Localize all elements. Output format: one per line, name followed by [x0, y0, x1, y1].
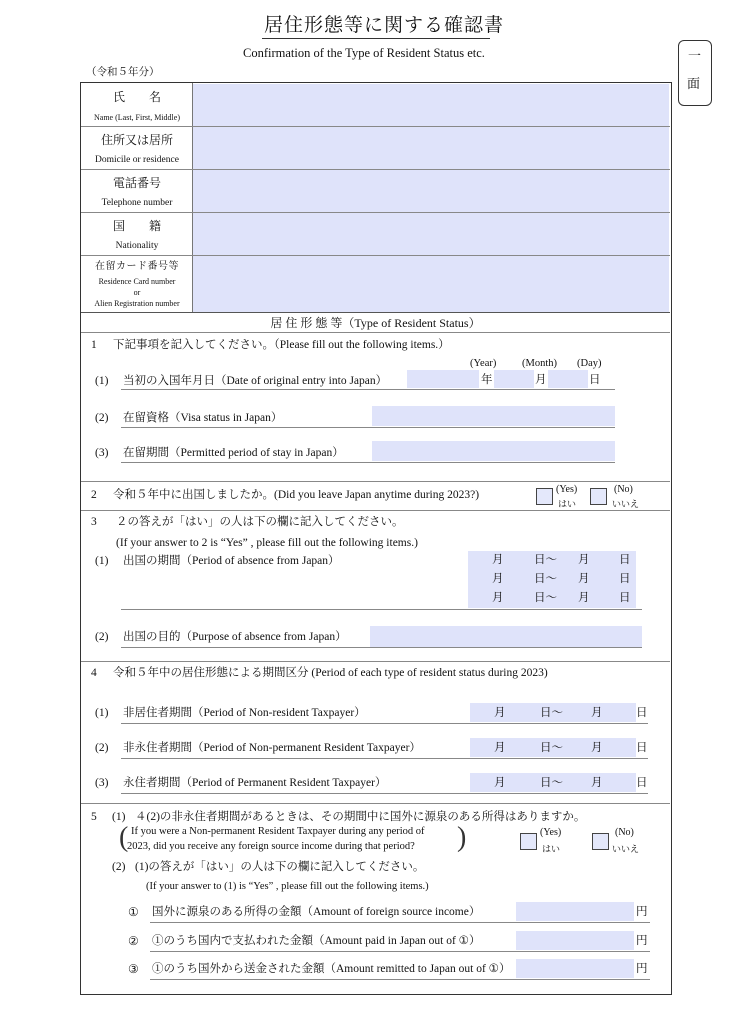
s3-item1-number: (1)	[95, 555, 109, 567]
s5-yes-checkbox[interactable]	[520, 833, 537, 850]
s3-item1-label: 出国の期間（Period of absence from Japan）	[123, 555, 340, 567]
amount-label: ①のうち国外から送金された金額（Amount remitted to Japan out of ①）	[152, 963, 511, 975]
period-day-from-unit: 日〜	[534, 592, 557, 604]
s5-number: 5	[91, 811, 97, 823]
underline	[121, 427, 615, 428]
s4-title: 令和５年中の居住形態による期間区分 (Period of each type of resident status during 2023)	[113, 667, 548, 679]
s2-no-jp: いいえ	[612, 499, 640, 509]
s3-item2-label: 出国の目的（Purpose of absence from Japan）	[123, 631, 347, 643]
underline	[150, 922, 650, 923]
period-month-to-unit: 月	[578, 592, 590, 604]
period-month-from-unit: 月	[492, 573, 504, 585]
nationality-label-en: Nationality	[115, 241, 159, 251]
s4-day-to-unit: 日	[636, 707, 648, 719]
name-field[interactable]	[193, 84, 669, 126]
s5-yes-en: (Yes)	[540, 827, 562, 838]
s5-no-jp: いいえ	[612, 844, 640, 854]
name-label-en: Name (Last, First, Middle)	[94, 113, 180, 122]
s1-number: 1	[91, 339, 97, 351]
s5-q2-jp: (1)の答えが「はい」の人は下の欄に記入してください。	[135, 861, 425, 873]
period-day-to-unit: 日	[619, 573, 631, 585]
row-line	[81, 332, 670, 333]
s3-title: ２の答えが「はい」の人は下の欄に記入してください。	[116, 516, 404, 528]
nationality-field[interactable]	[193, 213, 669, 255]
s5-q1-jp: ４(2)の非永住者期間があるときは、その期間中に国外に源泉のある所得はありますか。	[135, 811, 586, 823]
s2-number: 2	[91, 489, 97, 501]
period-month-to-unit: 月	[578, 573, 590, 585]
telephone-field[interactable]	[193, 170, 669, 212]
s4-day-from-unit: 日〜	[540, 777, 563, 789]
s4-month-from-unit: 月	[494, 742, 506, 754]
month-label: (Month)	[522, 358, 557, 369]
day-unit: 日	[589, 374, 601, 386]
s3-subtitle: (If your answer to 2 is “Yes” , please fill out the following items.)	[116, 537, 418, 549]
s2-no-en: (No)	[614, 484, 633, 495]
s2-no-checkbox[interactable]	[590, 488, 607, 505]
s4-row-label: 非居住者期間（Period of Non-resident Taxpayer）	[123, 707, 366, 719]
amount-unit: 円	[636, 935, 648, 947]
s3-item2-number: (2)	[95, 631, 109, 643]
s1-item3-number: (3)	[95, 447, 109, 459]
period-day-to-unit: 日	[619, 554, 631, 566]
form-title-jp: 居住形態等に関する確認書	[264, 15, 505, 36]
s5-q1-paren-close: )	[457, 822, 467, 853]
s1-item1-label: 当初の入国年月日（Date of original entry into Japan）	[123, 375, 388, 387]
s1-item3-label: 在留期間（Permitted period of stay in Japan）	[123, 447, 344, 459]
s1-title: 下記事項を記入してください。（Please fill out the following items.）	[113, 339, 450, 351]
phone-label-en: Telephone number	[101, 198, 173, 208]
s5-q1-en-1: If you were a Non-permanent Resident Taxpayer during any period of	[131, 826, 425, 837]
s1-item2-number: (2)	[95, 412, 109, 424]
s2-yes-jp: はい	[558, 499, 577, 509]
s4-day-from-unit: 日〜	[540, 707, 563, 719]
amount-number: ②	[128, 934, 139, 948]
underline	[121, 609, 642, 610]
s4-row-number: (1)	[95, 707, 109, 719]
status-header: 居 住 形 態 等（Type of Resident Status）	[270, 316, 481, 330]
underline	[121, 723, 648, 724]
underline	[121, 389, 615, 390]
s4-month-to-unit: 月	[591, 742, 603, 754]
domicile-field[interactable]	[193, 127, 669, 169]
amount-number: ③	[128, 962, 139, 976]
row-line	[81, 661, 670, 662]
amount-label: 国外に源泉のある所得の金額（Amount of foreign source income）	[152, 906, 481, 918]
row-line	[81, 481, 670, 482]
name-label-jp: 氏 名	[112, 90, 161, 104]
card-label-jp: 在留カード番号等	[95, 261, 179, 272]
page-mark-men: 面	[687, 76, 701, 91]
card-label-en-3: Alien Registration number	[94, 299, 180, 308]
period-month-from-unit: 月	[492, 592, 504, 604]
underline	[121, 647, 642, 648]
s4-month-from-unit: 月	[494, 707, 506, 719]
card-label-en-1: Residence Card number	[98, 277, 176, 286]
amount-field[interactable]	[516, 902, 634, 921]
s4-month-to-unit: 月	[591, 707, 603, 719]
amount-field[interactable]	[516, 959, 634, 978]
underline	[150, 979, 650, 980]
s5-q1-en-2: 2023, did you receive any foreign source income during that period?	[127, 841, 415, 852]
s2-question: 令和５年中に出国しましたか。(Did you leave Japan anytime during 2023?)	[113, 489, 480, 501]
entry-year-field[interactable]	[407, 370, 479, 388]
underline	[121, 758, 648, 759]
page-side-mark	[678, 40, 712, 106]
s5-q2-en: (If your answer to (1) is “Yes” , please fill out the following items.)	[146, 881, 429, 892]
period-day-from-unit: 日〜	[534, 554, 557, 566]
absence-purpose-field[interactable]	[370, 626, 642, 647]
s5-q1-number: (1)	[112, 811, 126, 823]
page-mark-ichi: 一	[688, 48, 702, 63]
s4-day-to-unit: 日	[636, 742, 648, 754]
amount-field[interactable]	[516, 931, 634, 950]
s4-month-to-unit: 月	[591, 777, 603, 789]
phone-label-jp: 電話番号	[112, 176, 161, 190]
card-label-en-2: or	[133, 288, 141, 297]
amount-unit: 円	[636, 963, 648, 975]
s1-item2-label: 在留資格（Visa status in Japan）	[123, 412, 283, 424]
row-line	[81, 803, 670, 804]
year-note: （令和５年分）	[86, 67, 160, 78]
title-underline	[262, 38, 490, 39]
s4-month-from-unit: 月	[494, 777, 506, 789]
amount-number: ①	[128, 905, 139, 919]
s5-q1-paren-open: (	[119, 822, 129, 853]
s4-row-label: 永住者期間（Period of Permanent Resident Taxpayer）	[123, 777, 387, 789]
year-label: (Year)	[470, 358, 497, 369]
s5-no-checkbox[interactable]	[592, 833, 609, 850]
stay-period-field[interactable]	[372, 441, 615, 461]
s1-item1-number: (1)	[95, 375, 109, 387]
period-day-to-unit: 日	[619, 592, 631, 604]
visa-status-field[interactable]	[372, 406, 615, 426]
entry-day-field[interactable]	[548, 370, 588, 388]
row-line	[81, 510, 670, 511]
year-unit: 年	[481, 374, 493, 386]
s2-yes-en: (Yes)	[556, 484, 578, 495]
domicile-label-en: Domicile or residence	[95, 155, 179, 165]
month-unit: 月	[535, 374, 547, 386]
form-title-en: Confirmation of the Type of Resident Status etc.	[243, 46, 485, 60]
period-day-from-unit: 日〜	[534, 573, 557, 585]
row-line	[81, 312, 670, 313]
entry-month-field[interactable]	[494, 370, 534, 388]
period-month-to-unit: 月	[578, 554, 590, 566]
s5-no-en: (No)	[615, 827, 634, 838]
s5-q2-number: (2)	[112, 861, 126, 873]
day-label: (Day)	[577, 358, 602, 369]
underline	[121, 462, 615, 463]
domicile-label-jp: 住所又は居所	[100, 133, 173, 147]
s5-yes-jp: はい	[542, 844, 561, 854]
nationality-label-jp: 国 籍	[112, 219, 161, 233]
underline	[121, 793, 648, 794]
residence-card-field[interactable]	[193, 256, 669, 312]
s2-yes-checkbox[interactable]	[536, 488, 553, 505]
s4-day-from-unit: 日〜	[540, 742, 563, 754]
period-month-from-unit: 月	[492, 554, 504, 566]
s4-row-label: 非永住者期間（Period of Non-permanent Resident Taxpayer）	[123, 742, 421, 754]
s4-day-to-unit: 日	[636, 777, 648, 789]
amount-unit: 円	[636, 906, 648, 918]
s3-number: 3	[91, 516, 97, 528]
underline	[150, 951, 650, 952]
s4-number: 4	[91, 667, 97, 679]
s4-row-number: (3)	[95, 777, 109, 789]
amount-label: ①のうち国内で支払われた金額（Amount paid in Japan out of ①）	[152, 935, 481, 947]
s4-row-number: (2)	[95, 742, 109, 754]
